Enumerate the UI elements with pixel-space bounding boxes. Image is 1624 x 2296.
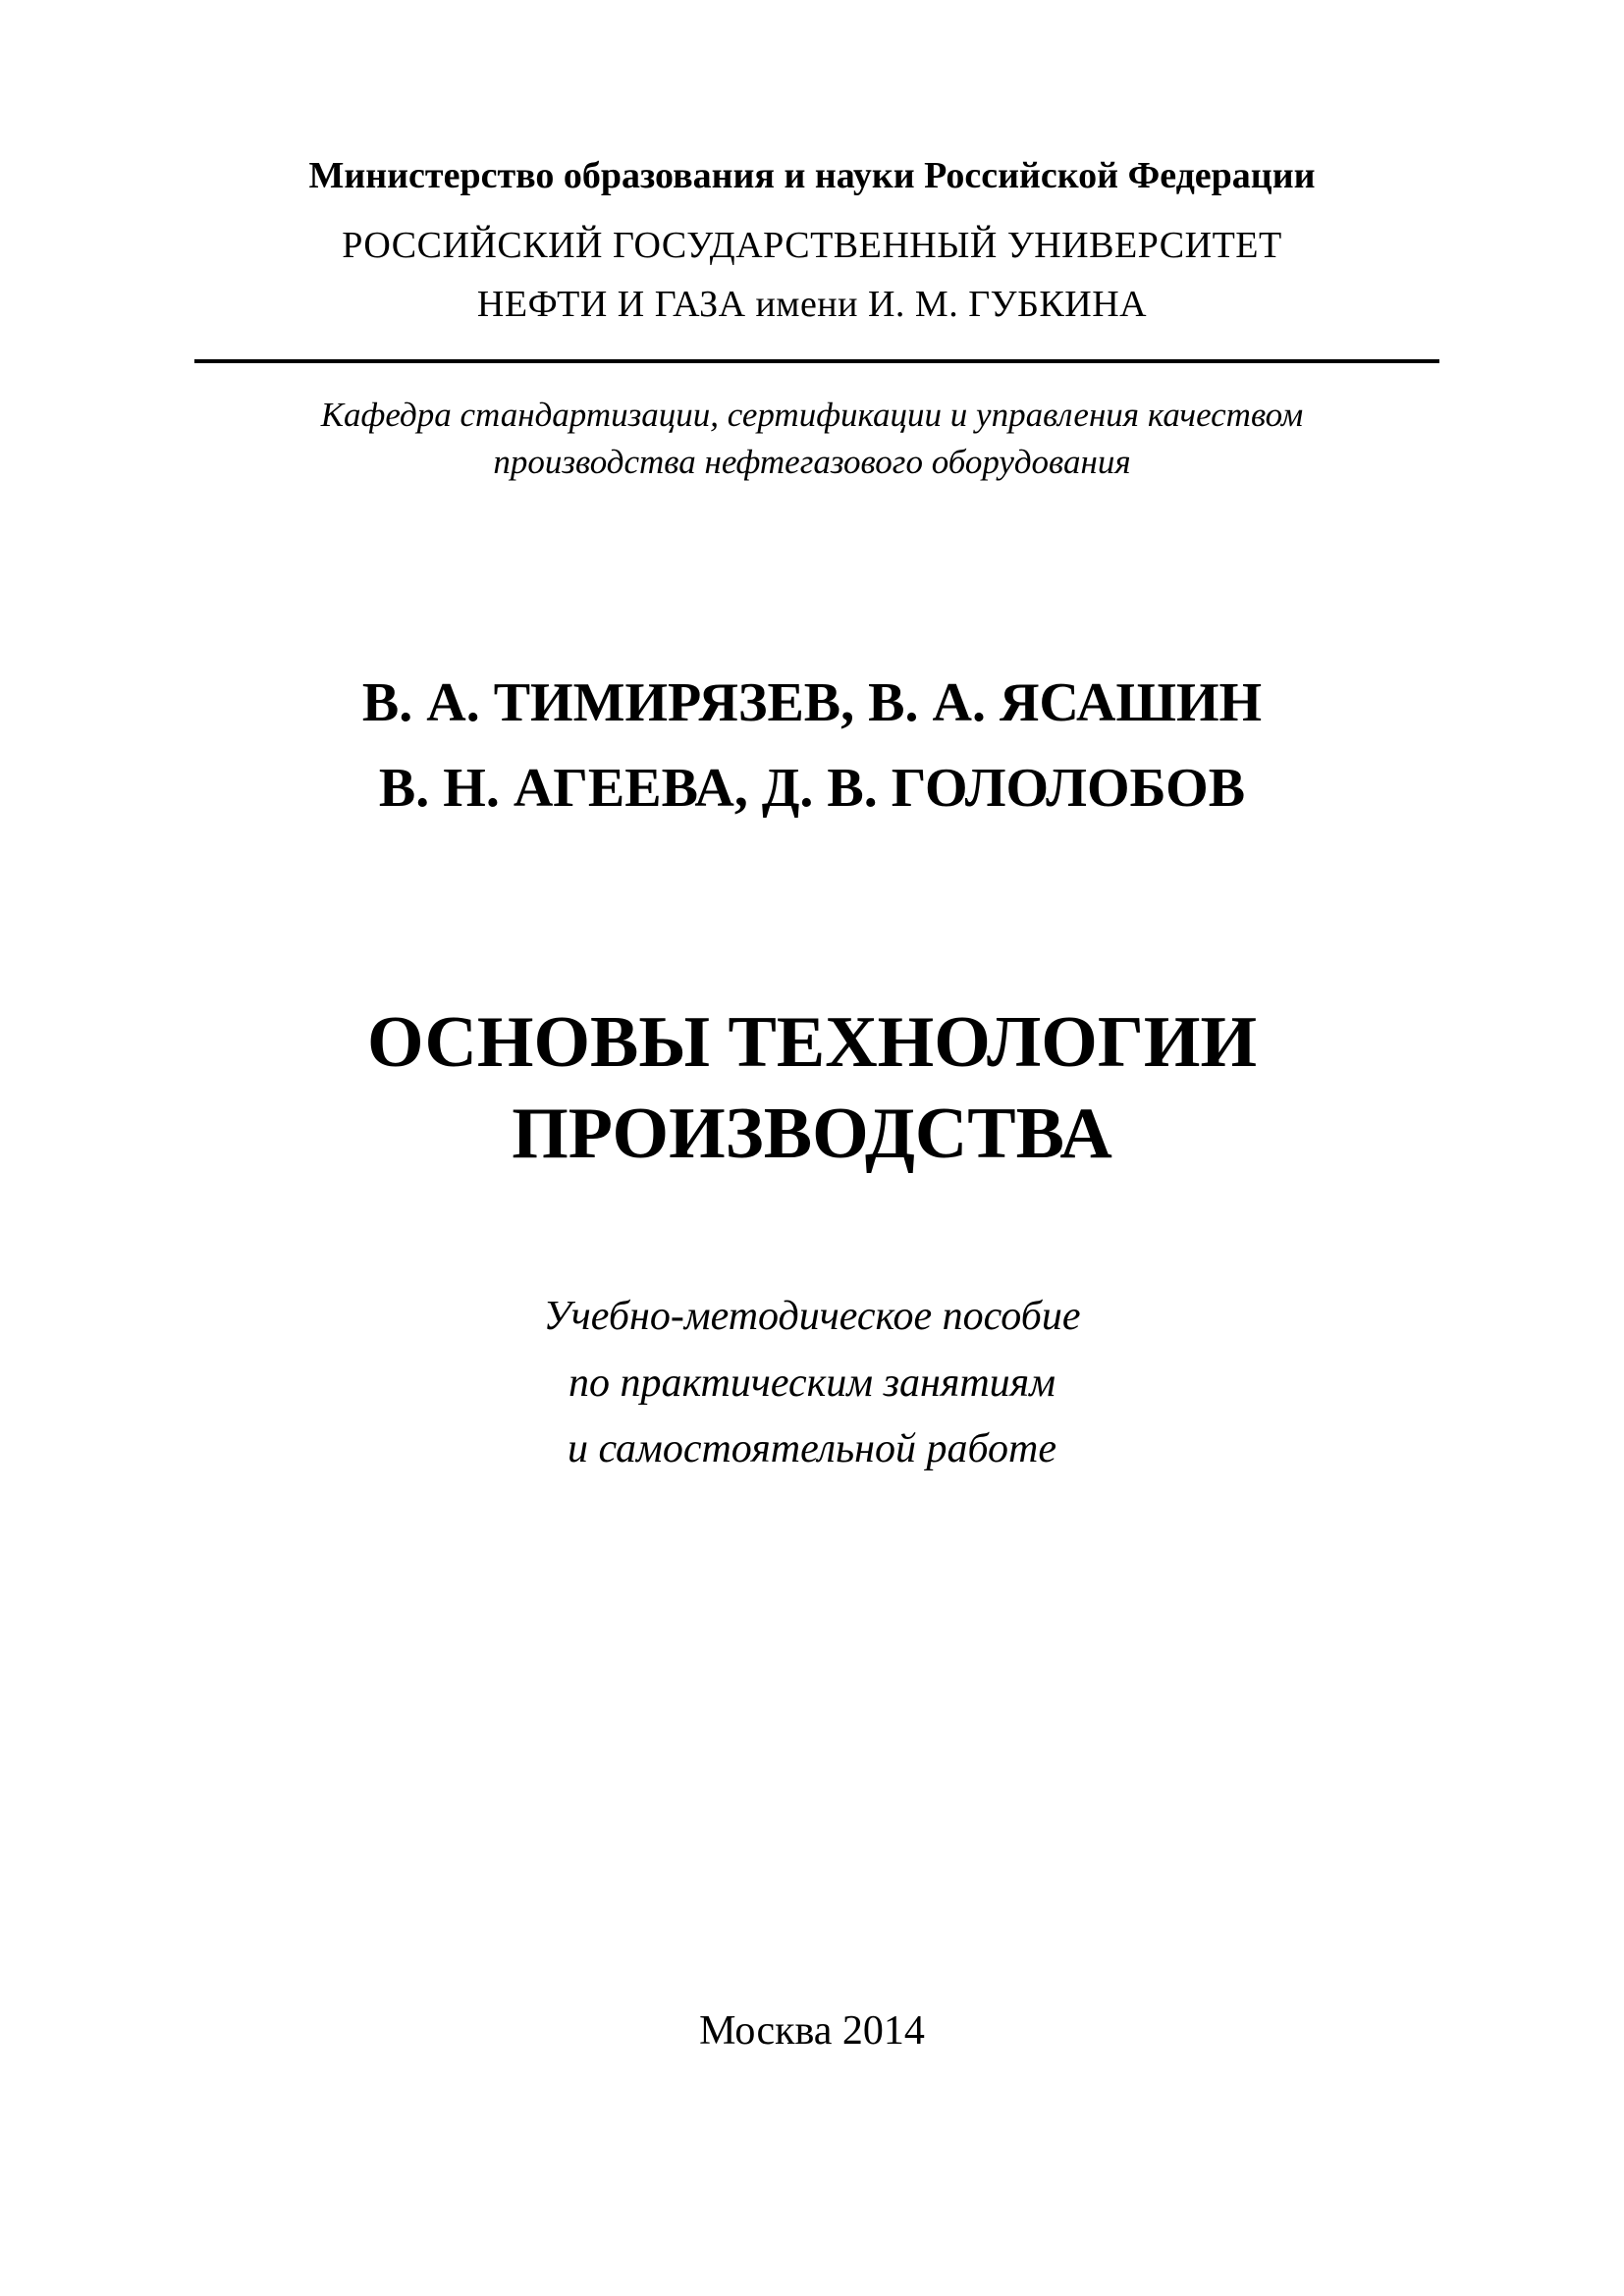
ministry-name: Министерство образования и науки Российской Федерации <box>308 155 1316 196</box>
header-divider <box>194 359 1439 363</box>
authors-line1: В. А. ТИМИРЯЗЕВ, В. А. ЯСАШИН <box>361 672 1263 733</box>
subtitle-line2: по практическим занятиям <box>568 1361 1056 1406</box>
authors-line2: В. Н. АГЕЕВА, Д. В. ГОЛОЛОБОВ <box>378 758 1246 819</box>
university-name-line1: РОССИЙСКИЙ ГОСУДАРСТВЕННЫЙ УНИВЕРСИТЕТ <box>342 225 1282 266</box>
imprint-city-year: Москва 2014 <box>699 2008 925 2054</box>
department-name-line1: Кафедра стандартизации, сертификации и управления качеством <box>320 396 1304 434</box>
book-title-line2: ПРОИЗВОДСТВА <box>512 1094 1112 1174</box>
book-title-line1: ОСНОВЫ ТЕХНОЛОГИИ <box>366 1002 1258 1083</box>
subtitle-line3: и самостоятельной работе <box>567 1426 1057 1471</box>
department-name-line2: производства нефтегазового оборудования <box>493 443 1131 481</box>
subtitle-line1: Учебно-методическое пособие <box>543 1294 1081 1339</box>
university-name-line2: НЕФТИ И ГАЗА имени И. М. ГУБКИНА <box>476 284 1148 325</box>
